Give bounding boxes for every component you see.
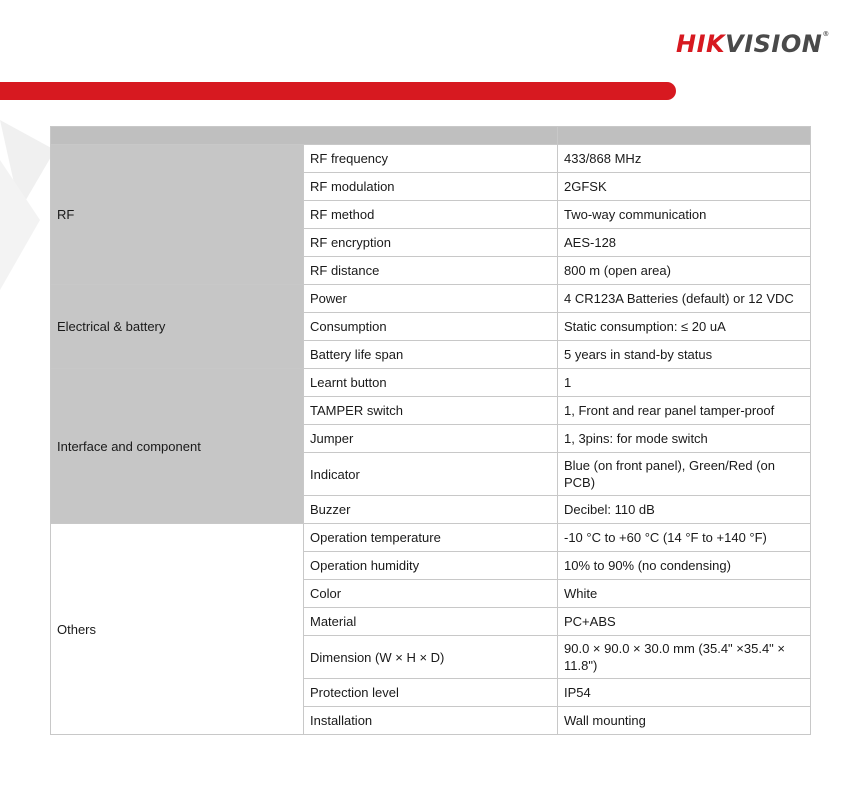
value-cell: Decibel: 110 dB <box>558 496 811 524</box>
category-cell: Interface and component <box>51 369 304 524</box>
param-cell: Installation <box>304 707 558 735</box>
param-cell: Learnt button <box>304 369 558 397</box>
value-cell: 10% to 90% (no condensing) <box>558 552 811 580</box>
value-cell: 1 <box>558 369 811 397</box>
table-row <box>51 524 811 552</box>
value-cell: 90.0 × 90.0 × 30.0 mm (35.4" ×35.4" × 11.8") <box>558 636 811 679</box>
category-cell: Others <box>51 524 304 735</box>
value-cell: 800 m (open area) <box>558 257 811 285</box>
header-red-bar <box>0 82 676 100</box>
param-cell: Operation temperature <box>304 524 558 552</box>
param-cell: Protection level <box>304 679 558 707</box>
table-row <box>51 369 811 397</box>
param-cell: Power <box>304 285 558 313</box>
param-cell: Buzzer <box>304 496 558 524</box>
value-cell: 2GFSK <box>558 173 811 201</box>
param-cell: RF distance <box>304 257 558 285</box>
value-cell: 5 years in stand-by status <box>558 341 811 369</box>
table-row <box>51 285 811 313</box>
param-cell: Jumper <box>304 425 558 453</box>
param-cell: Battery life span <box>304 341 558 369</box>
category-cell: Electrical & battery <box>51 285 304 369</box>
value-cell: White <box>558 580 811 608</box>
category-cell: RF <box>51 145 304 285</box>
value-cell: Wall mounting <box>558 707 811 735</box>
table-header-cell <box>51 127 558 145</box>
hikvision-logo: HIKVISION® <box>676 30 830 58</box>
table-header-cell <box>558 127 811 145</box>
value-cell: Two-way communication <box>558 201 811 229</box>
value-cell: 433/868 MHz <box>558 145 811 173</box>
value-cell: Blue (on front panel), Green/Red (on PCB) <box>558 453 811 496</box>
value-cell: PC+ABS <box>558 608 811 636</box>
param-cell: RF encryption <box>304 229 558 257</box>
param-cell: Indicator <box>304 453 558 496</box>
table-row <box>51 145 811 173</box>
table-header-row <box>51 127 811 145</box>
spec-table <box>50 126 811 735</box>
value-cell: IP54 <box>558 679 811 707</box>
param-cell: Dimension (W × H × D) <box>304 636 558 679</box>
value-cell: -10 °C to +60 °C (14 °F to +140 °F) <box>558 524 811 552</box>
value-cell: 4 CR123A Batteries (default) or 12 VDC <box>558 285 811 313</box>
value-cell: 1, 3pins: for mode switch <box>558 425 811 453</box>
param-cell: TAMPER switch <box>304 397 558 425</box>
param-cell: Operation humidity <box>304 552 558 580</box>
param-cell: Consumption <box>304 313 558 341</box>
param-cell: Color <box>304 580 558 608</box>
value-cell: Static consumption: ≤ 20 uA <box>558 313 811 341</box>
param-cell: Material <box>304 608 558 636</box>
param-cell: RF frequency <box>304 145 558 173</box>
value-cell: AES-128 <box>558 229 811 257</box>
value-cell: 1, Front and rear panel tamper-proof <box>558 397 811 425</box>
param-cell: RF modulation <box>304 173 558 201</box>
param-cell: RF method <box>304 201 558 229</box>
